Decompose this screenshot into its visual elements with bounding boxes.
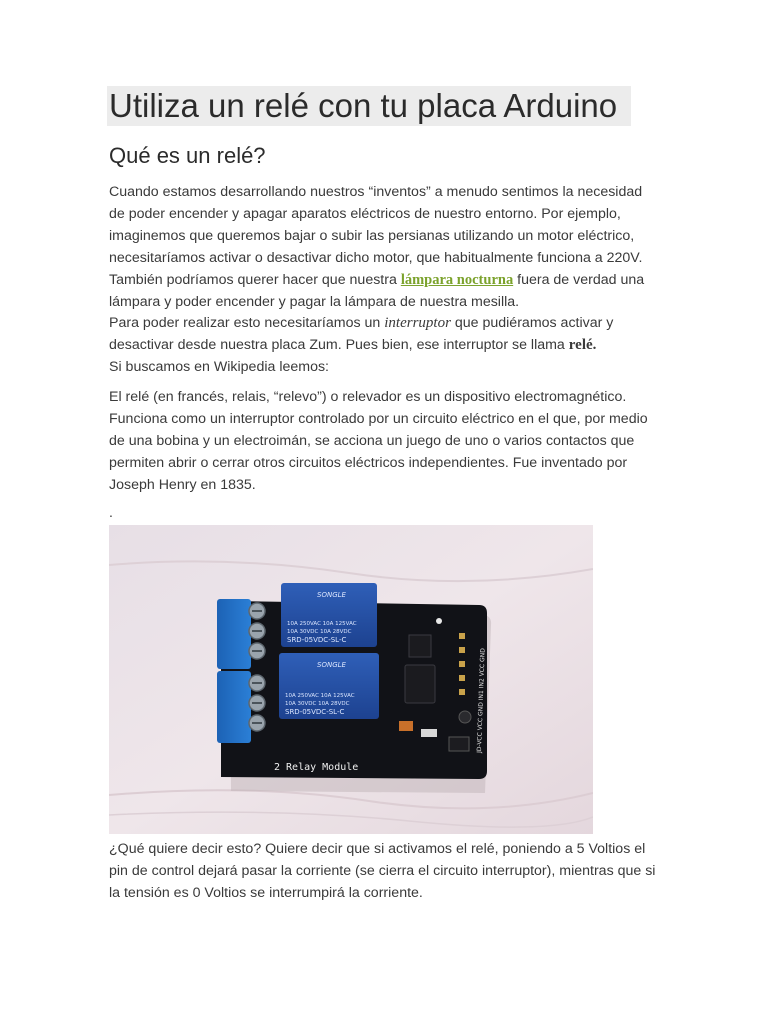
- paragraph-wikipedia: Si buscamos en Wikipedia leemos:: [109, 359, 330, 376]
- relay-2-brand: SONGLE: [317, 660, 346, 669]
- paragraph-definition: El relé (en francés, relais, “relevo”) o relevador es un dispositivo electromagnético. Funciona como un interruptor controlado por un circuito eléctrico en el que, por medio de una bobina y un electroimán, se acciona un juego de uno o varios contactos que permiten abrir o cerrar otros circuitos eléctricos independientes. Fue inventado por Joseph Henry en 1835.: [109, 389, 648, 493]
- paragraph-explanation: ¿Qué quiere decir esto? Quiere decir que si activamos el relé, poniendo a 5 Voltios el pin de control dejará pasar la corriente (se cierra el circuito interruptor), mientras que si la tensión es 0 Voltios se interrumpirá la corriente.: [109, 840, 656, 901]
- paragraph-intro-text-2: También podríamos querer hacer que nuestra: [109, 271, 397, 288]
- relay-1-brand: SONGLE: [317, 590, 346, 599]
- lampara-nocturna-link[interactable]: lámpara nocturna: [400, 271, 514, 288]
- relay-1-model: SRD-05VDC-SL-C: [287, 635, 347, 644]
- section-heading: Qué es un relé?: [109, 143, 266, 168]
- relay-1-rating-2: 10A 30VDC 10A 28VDC: [287, 628, 352, 635]
- paragraph-intro-text-3: fuera de verdad una lámpara y poder encender y pagar la lámpara de nuestra mesilla.: [109, 271, 645, 310]
- relay-2-rating-1: 10A 250VAC 10A 125VAC: [285, 692, 355, 699]
- module-label: 2 Relay Module: [274, 761, 359, 773]
- paragraph-intro: [109, 182, 661, 313]
- paragraph-interruptor-text-2: que pudiéramos activar y desactivar desde nuestra placa Zum. Pues bien, ese interruptor se llama: [109, 315, 614, 354]
- interruptor-emphasis: interruptor: [384, 315, 451, 332]
- rele-strong: relé.: [568, 337, 597, 354]
- relay-2-model: SRD-05VDC-SL-C: [285, 707, 345, 716]
- relay-1-rating-1: 10A 250VAC 10A 125VAC: [287, 620, 357, 627]
- relay-2: [279, 653, 379, 719]
- relay-module-photo: [109, 525, 593, 834]
- separator-dot: .: [109, 503, 113, 520]
- paragraph-intro-text: Cuando estamos desarrollando nuestros “inventos” a menudo sentimos la necesidad de poder encender y apagar aparatos eléctricos de nuestro entorno. Por ejemplo, imaginemos que queremos bajar o subir las persianas utilizando un motor eléctrico, necesitaríamos activar o desactivar dicho motor, que habitualmente funciona a 220V.: [109, 184, 643, 266]
- relay-1: [281, 583, 377, 647]
- paragraph-interruptor: [109, 313, 661, 357]
- pin-header-labels: JD-VCC VCC GND IN1 IN2 VCC GND: [476, 647, 487, 753]
- relay-2-rating-2: 10A 30VDC 10A 28VDC: [285, 700, 350, 707]
- paragraph-interruptor-text: Para poder realizar esto necesitaríamos un: [109, 315, 381, 332]
- article: [109, 86, 661, 904]
- page-title: Utiliza un relé con tu placa Arduino: [107, 86, 631, 126]
